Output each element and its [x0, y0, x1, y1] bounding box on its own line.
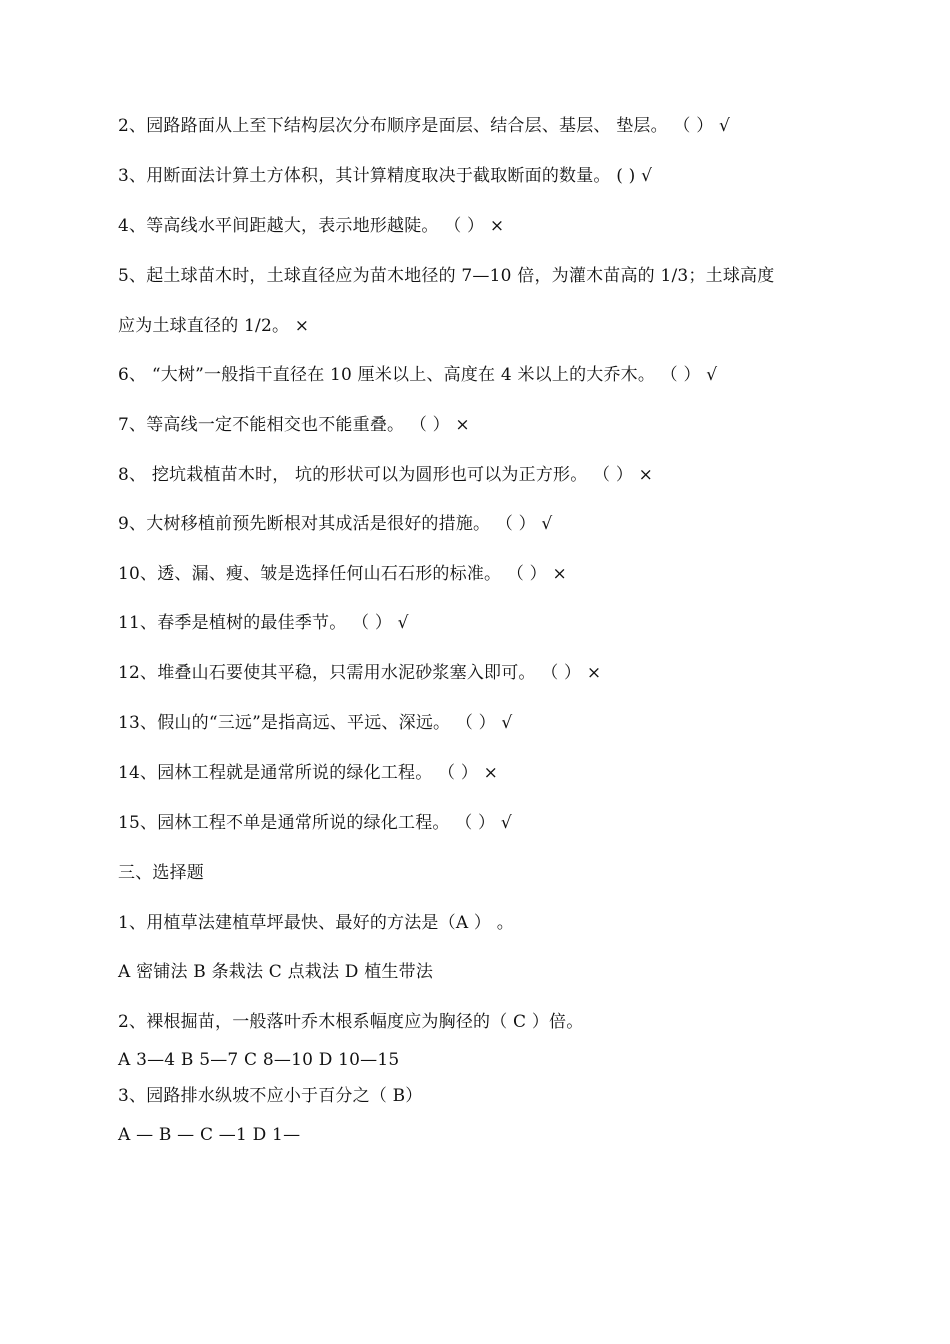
mc-question-1-options: A 密铺法 B 条栽法 C 点栽法 D 植生带法 — [118, 962, 434, 982]
tf-question-11: 11、春季是植树的最佳季节。 （ ） √ — [118, 613, 409, 633]
tf-question-12: 12、堆叠山石要使其平稳，只需用水泥砂浆塞入即可。 （ ） × — [118, 663, 602, 683]
tf-question-7: 7、等高线一定不能相交也不能重叠。 （ ） × — [118, 415, 470, 435]
tf-question-14: 14、园林工程就是通常所说的绿化工程。 （ ） × — [118, 763, 499, 783]
tf-question-13: 13、假山的“三远”是指高远、平远、深远。 （ ） √ — [118, 713, 513, 733]
tf-question-9: 9、大树移植前预先断根对其成活是很好的措施。 （ ） √ — [118, 514, 553, 534]
tf-question-10: 10、透、漏、瘦、皱是选择任何山石石形的标准。 （ ） × — [118, 564, 567, 584]
tf-question-5-line-2: 应为土球直径的 1/2。 × — [118, 316, 310, 336]
section-heading: 三、选择题 — [118, 863, 204, 883]
tf-question-15: 15、园林工程不单是通常所说的绿化工程。 （ ） √ — [118, 813, 512, 833]
tf-question-4: 4、等高线水平间距越大，表示地形越陡。 （ ） × — [118, 216, 505, 236]
tf-question-2: 2、园路路面从上至下结构层次分布顺序是面层、结合层、基层、 垫层。 （ ） √ — [118, 116, 731, 136]
mc-question-3-options: A — B — C —1 D 1— — [118, 1125, 301, 1145]
tf-question-5-line-1: 5、起土球苗木时，土球直径应为苗木地径的 7—10 倍，为灌木苗高的 1/3；土球高度 — [118, 266, 775, 286]
mc-question-2: 2、裸根掘苗，一般落叶乔木根系幅度应为胸径的（ C ）倍。 — [118, 1012, 584, 1032]
mc-question-1: 1、用植草法建植草坪最快、最好的方法是（A ） 。 — [118, 913, 514, 933]
mc-question-3: 3、园路排水纵坡不应小于百分之（ B） — [118, 1086, 423, 1106]
tf-question-6: 6、 “大树”一般指干直径在 10 厘米以上、高度在 4 米以上的大乔木。 （ ） √ — [118, 365, 718, 385]
tf-question-8: 8、 挖坑栽植苗木时， 坑的形状可以为圆形也可以为正方形。 （ ） × — [118, 465, 654, 485]
tf-question-3: 3、用断面法计算土方体积，其计算精度取决于截取断面的数量。 ( ) √ — [118, 166, 653, 186]
mc-question-2-options: A 3—4 B 5—7 C 8—10 D 10—15 — [118, 1050, 400, 1070]
